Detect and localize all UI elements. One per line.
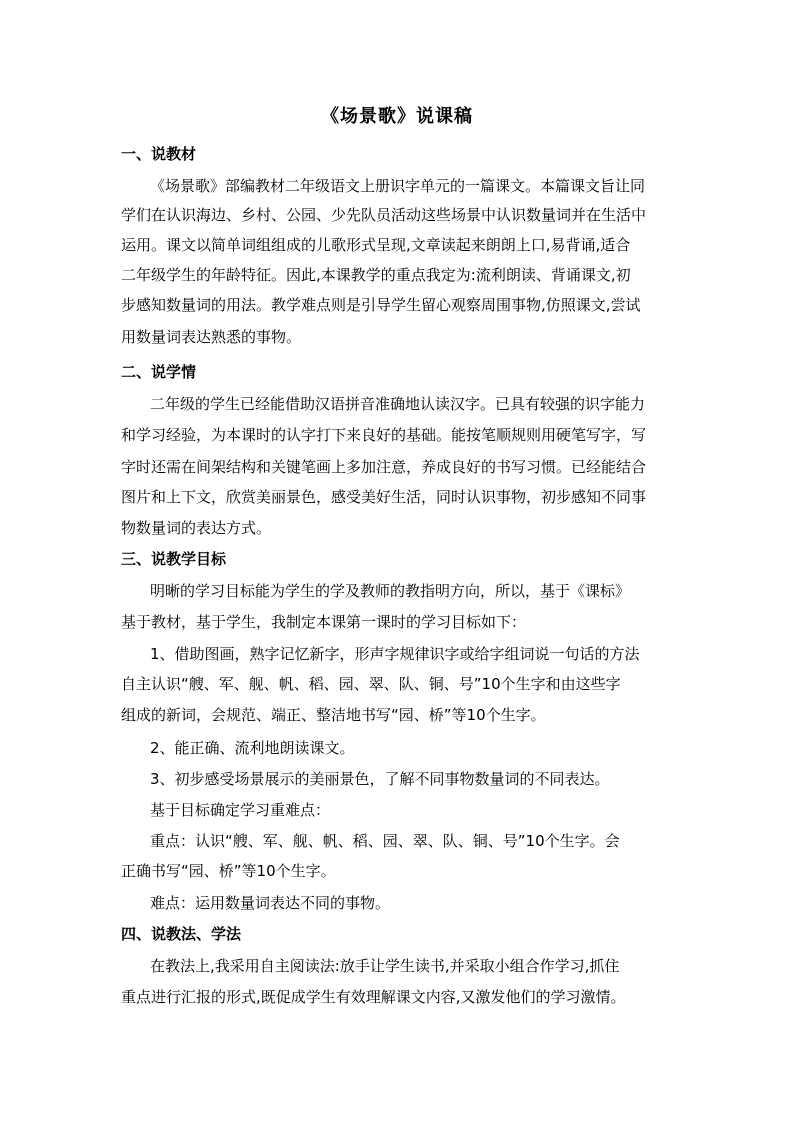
section-heading-objectives: 三、说教学目标 — [121, 550, 227, 568]
paragraph-line: 基于目标确定学习重难点： — [150, 801, 331, 819]
paragraph-line: 重点：认识“艘、军、舰、帆、稻、园、翠、队、铜、号”10个生字。会 — [150, 832, 620, 850]
paragraph-line: 二年级学生的年龄特征。因此,本课教学的重点我定为:流利朗读、背诵课文,初 — [121, 266, 631, 284]
paragraph-line: 1、借助图画，熟字记忆新字，形声字规律识字或给字组词说一句话的方法 — [150, 645, 640, 663]
paragraph-line: 基于教材，基于学生，我制定本课第一课时的学习目标如下： — [121, 613, 527, 631]
document-title: 《场景歌》说课稿 — [321, 106, 473, 127]
section-heading-learners: 二、说学情 — [121, 363, 197, 381]
paragraph-line: 用数量词表达熟悉的事物。 — [121, 328, 302, 346]
section-heading-methods: 四、说教法、学法 — [121, 925, 242, 943]
paragraph-line: 明晰的学习目标能为学生的学及教师的教指明方向，所以，基于《课标》 — [150, 582, 631, 600]
paragraph-line: 《场景歌》部编教材二年级语文上册识字单元的一篇课文。本篇课文旨让同 — [150, 177, 646, 195]
paragraph-line: 运用。课文以简单词组组成的儿歌形式呈现,文章读起来朗朗上口,易背诵,适合 — [121, 236, 631, 254]
paragraph-line: 和学习经验，为本课时的认字打下来良好的基础。能按笔顺规则用硬笔写字，写 — [121, 426, 647, 444]
paragraph-line: 步感知数量词的用法。教学难点则是引导学生留心观察周围事物,仿照课文,尝试 — [121, 296, 641, 314]
paragraph-line: 重点进行汇报的形式,既促成学生有效理解课文内容,又激发他们的学习激情。 — [121, 988, 626, 1006]
paragraph-line: 字时还需在间架结构和关键笔画上多加注意，养成良好的书写习惯。已经能结合 — [121, 458, 647, 476]
paragraph-line: 学们在认识海边、乡村、公园、少先队员活动这些场景中认识数量词并在生活中 — [121, 206, 647, 224]
paragraph-line: 自主认识“艘、军、舰、帆、稻、园、翠、队、铜、号”10个生字和由这些字 — [121, 675, 621, 693]
paragraph-line: 在教法上,我采用自主阅读法:放手让学生读书,并采取小组合作学习,抓住 — [150, 957, 620, 975]
paragraph-line: 3、初步感受场景展示的美丽景色，了解不同事物数量词的不同表达。 — [150, 770, 610, 788]
paragraph-line: 物数量词的表达方式。 — [121, 519, 272, 537]
paragraph-line: 图片和上下文，欣赏美丽景色，感受美好生活，同时认识事物，初步感知不同事 — [121, 488, 647, 506]
paragraph-line: 正确书写“园、桥”等10个生字。 — [121, 862, 336, 880]
paragraph-line: 2、能正确、流利地朗读课文。 — [150, 739, 355, 757]
paragraph-line: 难点：运用数量词表达不同的事物。 — [150, 894, 391, 912]
paragraph-line: 二年级的学生已经能借助汉语拼音准确地认读汉字。已具有较强的识字能力 — [150, 395, 646, 413]
paragraph-line: 组成的新词，会规范、端正、整洁地书写“园、桥”等10个生字。 — [121, 706, 546, 724]
section-heading-textbook: 一、说教材 — [121, 145, 197, 163]
